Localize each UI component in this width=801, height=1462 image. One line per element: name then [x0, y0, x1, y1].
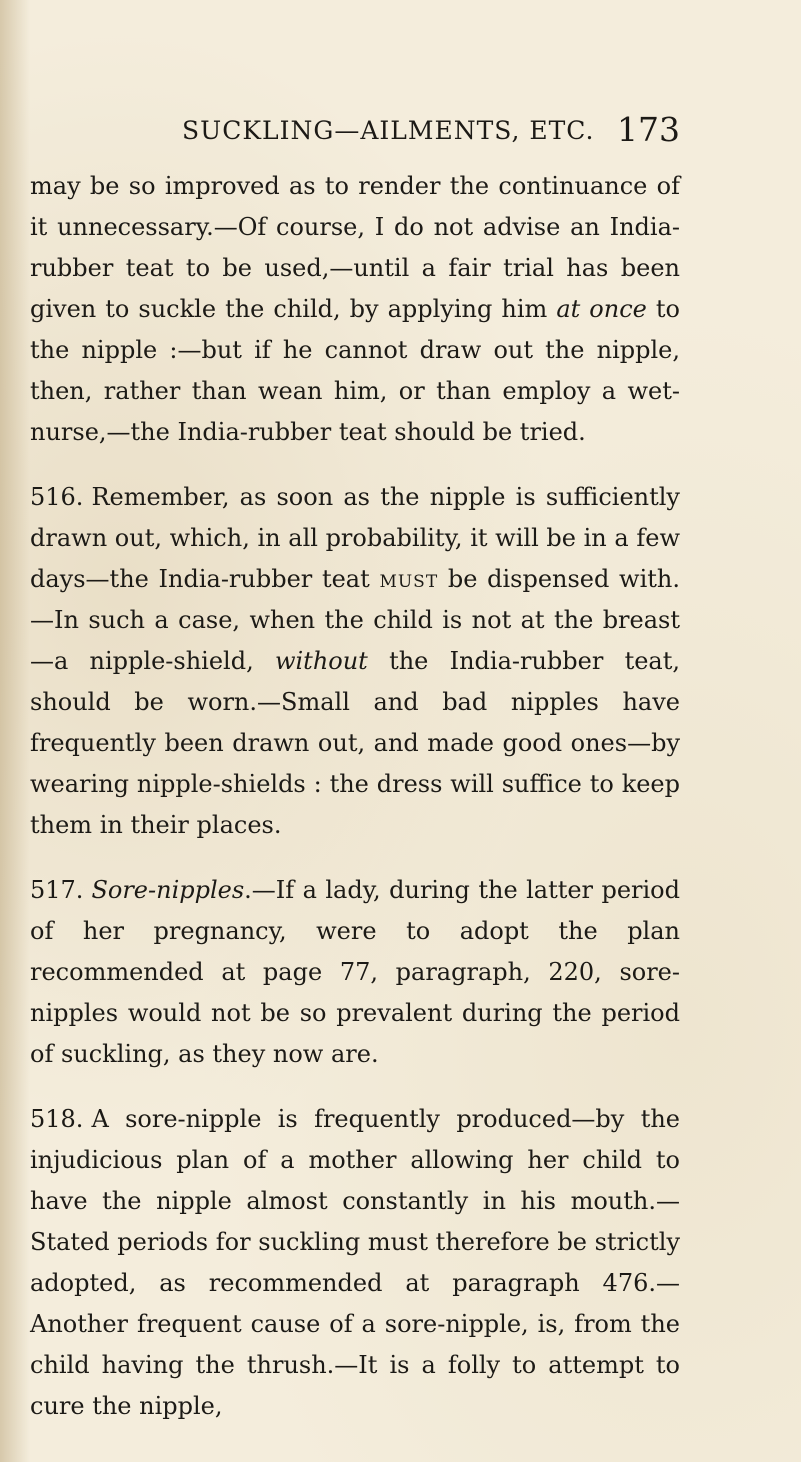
running-head: SUCKLING—AILMENTS, ETC.	[182, 116, 595, 145]
page-header	[120, 106, 780, 156]
paragraph-number: 516.	[30, 483, 84, 511]
paragraph-text: A sore-nipple is frequently produced—by the injudicious plan of a mother allowing her child to have the nipple almost constantly in his mouth.—Stated periods for suckling must therefore be strictly adopted, as recommended at paragraph 476.—Another frequent cause of a sore-nipple, is, from the child having the thrush.—It is a folly to attempt to cure the nipple,	[30, 1105, 680, 1420]
page-gutter-shadow	[0, 0, 30, 1462]
paragraph-text: the India-rubber teat, should be worn.—Small and bad nipples have frequently been drawn out, and made good ones—by wearing nipple-shields : the dress will suffice to keep them in their places.	[30, 647, 680, 839]
small-caps-emphasis: must	[379, 565, 439, 593]
page-number: 173	[617, 110, 680, 149]
italic-emphasis: at once	[556, 295, 647, 323]
italic-heading: Sore-nipples	[91, 876, 245, 904]
paragraph-text: to the nipple :—but if he cannot draw out the nipple, then, rather than wean him, or than employ a wet-nurse,—the India-rubber teat should be tried.	[30, 295, 680, 446]
paragraph-number: 517.	[30, 876, 84, 904]
paragraph-number: 518.	[30, 1105, 84, 1133]
paragraph-text: .—If a lady, during the latter period of her pregnancy, were to adopt the plan recommended at page 77, paragraph, 220, sore-nipples would not be so prevalent during the period of suckling, as they now are.	[30, 876, 680, 1068]
paragraph-517	[30, 870, 680, 1075]
body-text	[30, 166, 680, 1451]
paragraph-516	[30, 477, 680, 846]
paragraph-text: may be so improved as to render the continuance of it unnecessary.—Of course, I do not advise an India-rubber teat to be used,—until a fair trial has been given to suckle the child, by applying him	[30, 172, 680, 323]
paragraph-continued	[30, 166, 680, 453]
paragraph-text: Remember, as soon as the nipple is sufficiently drawn out, which, in all probability, it will be in a few days—the India-rubber teat	[30, 483, 680, 593]
paragraph-518	[30, 1099, 680, 1427]
paragraph-text: be dispensed with. —In such a case, when the child is not at the breast —a nipple-shield,	[30, 565, 680, 675]
italic-emphasis: without	[274, 647, 368, 675]
